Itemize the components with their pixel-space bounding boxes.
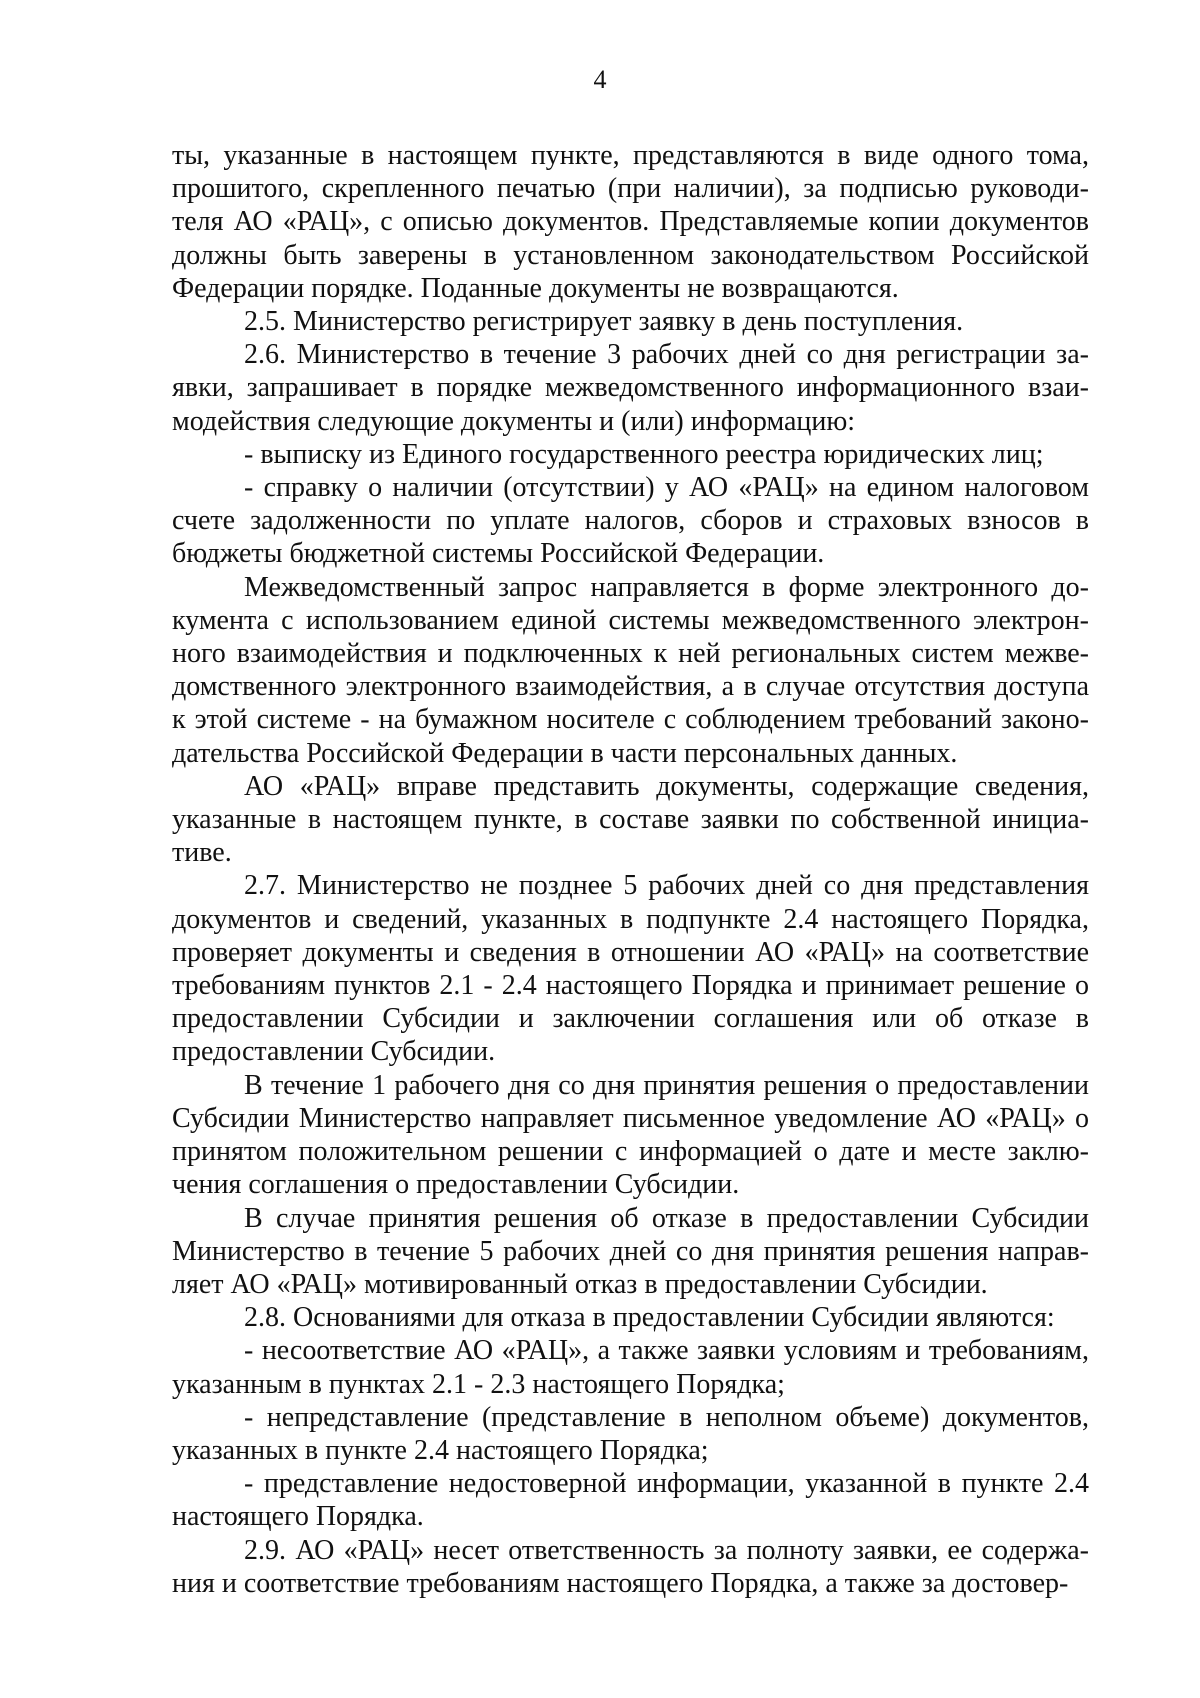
document-body	[172, 139, 1089, 1600]
list-item: - выписку из Единого государственного реестра юридических лиц;	[244, 438, 1044, 470]
page-number: 4	[593, 65, 607, 94]
paragraph: 2.7. Министерство не позднее 5 рабочих дней со дня представления документов и сведений, указанных в подпункте 2.4 настоящего Порядка, проверяет документы и сведения в отношении АО «РАЦ» на соответствие требованиям пунктов 2.1 - 2.4 настоящего Порядка и принимает решение о предоставлении Субсидии и заключении соглашения или об отказе в предоставлении Субсидии.	[172, 870, 1089, 1068]
paragraph: 2.8. Основаниями для отказа в предоставлении Субсидии являются:	[244, 1302, 1055, 1334]
list-item: - несоответствие АО «РАЦ», а также заявки условиям и требованиям, указанным в пунктах 2.1 - 2.3 настоящего Порядка;	[172, 1335, 1089, 1400]
paragraph: Межведомственный запрос направляется в форме электронного документа с использованием единой системы межведомственного электронного взаимодействия и подключенных к ней региональных систем межведомственного электронного взаимодействия, а в случае отсутствия доступа к этой системе - на бумажном носителе с соблюдением требований законодательства Российской Федерации в части персональных данных.	[172, 571, 1089, 769]
paragraph: ты, указанные в настоящем пункте, представляются в виде одного тома, прошитого, скрепленного печатью (при наличии), за подписью руководителя АО «РАЦ», с описью документов. Представляемые копии документов должны быть заверены в установленном законодательством Российской Федерации порядке. Поданные документы не возвращаются.	[172, 140, 1089, 304]
paragraph: В случае принятия решения об отказе в предоставлении Субсидии Министерство в течение 5 рабочих дней со дня принятия решения направляет АО «РАЦ» мотивированный отказ в предоставлении Субсидии.	[172, 1202, 1089, 1300]
paragraph: 2.6. Министерство в течение 3 рабочих дней со дня регистрации заявки, запрашивает в порядке межведомственного информационного взаимодействия следующие документы и (или) информацию:	[172, 339, 1089, 437]
list-item: - представление недостоверной информации, указанной в пункте 2.4 настоящего Порядка.	[172, 1468, 1089, 1533]
paragraph: АО «РАЦ» вправе представить документы, содержащие сведения, указанные в настоящем пункте, в составе заявки по собственной инициативе.	[172, 770, 1089, 869]
paragraph: В течение 1 рабочего дня со дня принятия решения о предоставлении Субсидии Министерство направляет письменное уведомление АО «РАЦ» о принятом положительном решении с информацией о дате и месте заключения соглашения о предоставлении Субсидии.	[172, 1069, 1089, 1201]
list-item: - непредставление (представление в неполном объеме) документов, указанных в пункте 2.4 настоящего Порядка;	[172, 1401, 1089, 1466]
list-item: - справку о наличии (отсутствии) у АО «РАЦ» на едином налоговом счете задолженности по уплате налогов, сборов и страховых взносов в бюджеты бюджетной системы Российской Федерации.	[172, 472, 1089, 570]
paragraph: 2.5. Министерство регистрирует заявку в день поступления.	[244, 306, 964, 338]
paragraph: 2.9. АО «РАЦ» несет ответственность за полноту заявки, ее содержания и соответствие требованиям настоящего Порядка, а также за достовер-	[172, 1534, 1089, 1599]
